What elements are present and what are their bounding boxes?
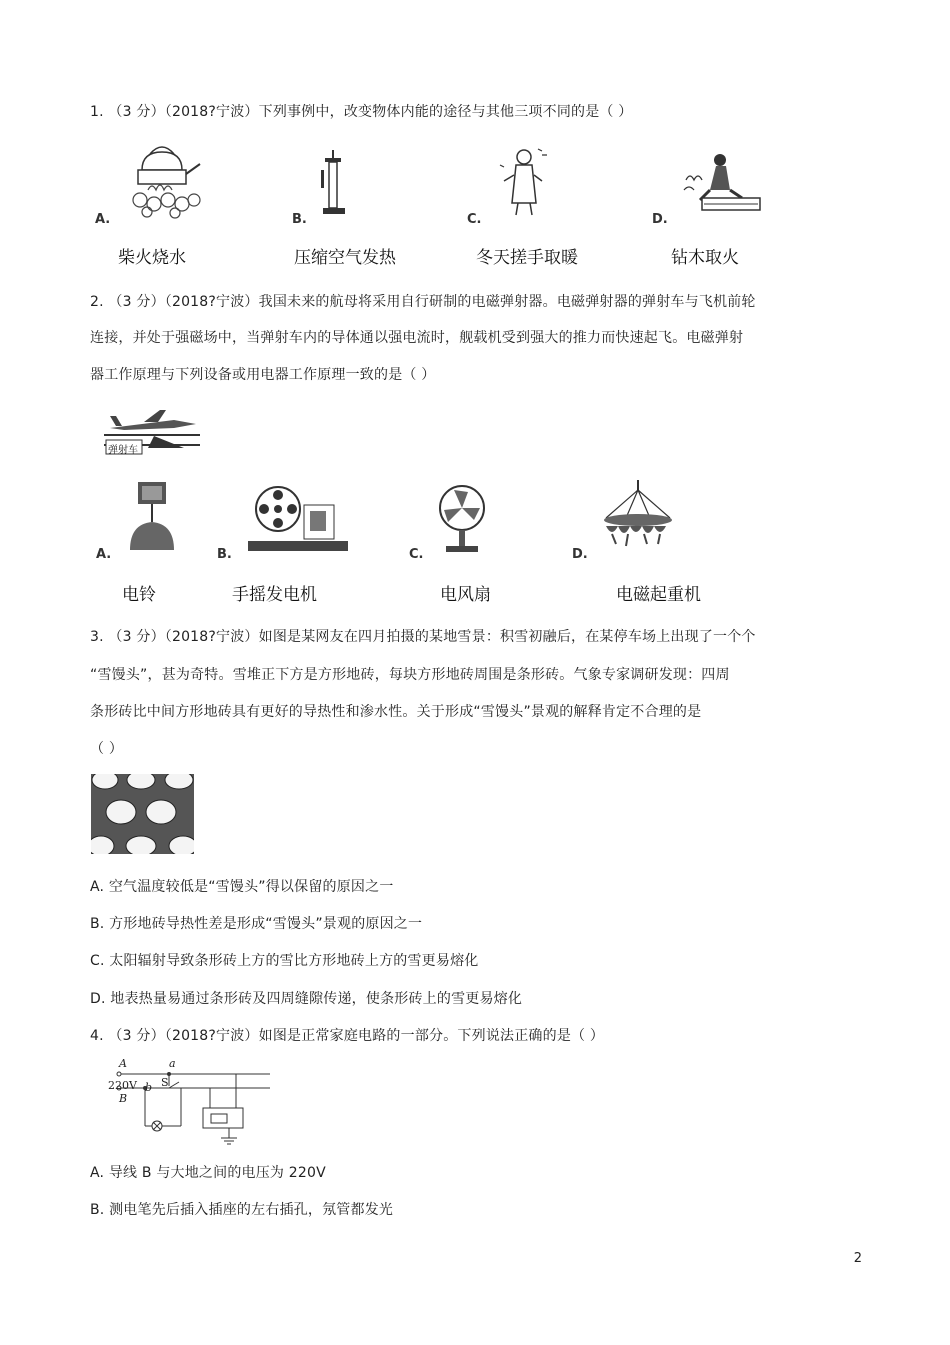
- q2-option-a-caption: 电铃: [122, 585, 156, 605]
- q4-choice-a: A. 导线 B 与大地之间的电压为 220V: [90, 1165, 326, 1181]
- q3-line-4: （ ）: [90, 741, 124, 757]
- q2-option-a-letter: A.: [96, 547, 112, 562]
- q3-choice-c: C. 太阳辐射导致条形砖上方的雪比方形地砖上方的雪更易熔化: [90, 953, 479, 969]
- q3-choice-b: B. 方形地砖导热性差是形成“雪馒头”景观的原因之一: [90, 916, 423, 932]
- q4-label-b: B: [119, 1092, 128, 1105]
- q1-option-a-letter: A.: [95, 212, 111, 227]
- q2-option-b-letter: B.: [217, 547, 232, 562]
- q4-choice-b: B. 测电笔先后插入插座的左右插孔，氖管都发光: [90, 1202, 394, 1218]
- q2-figure-b: [248, 481, 348, 557]
- q4-label-switch: S: [161, 1076, 169, 1089]
- q2-option-b-caption: 手摇发电机: [232, 585, 317, 605]
- q3-line-3: 条形砖比中间方形地砖具有更好的导热性和渗水性。关于形成“雪馒头”景观的解释肯定不合理的是: [90, 704, 702, 720]
- q2-option-d-caption: 电磁起重机: [616, 585, 701, 605]
- q1-stem: 1. （3 分）（2018?宁波）下列事例中，改变物体内能的途径与其他三项不同的是（ ）: [90, 104, 633, 120]
- page-number: 2: [853, 1251, 862, 1266]
- q1-option-b-letter: B.: [292, 212, 307, 227]
- q1-option-a-caption: 柴火烧水: [118, 248, 186, 268]
- q2-figure-d: [598, 478, 678, 558]
- q2-catapult-label: 弹射车: [108, 445, 138, 456]
- q1-figure-a: [120, 140, 210, 220]
- q2-line-1: 2. （3 分）（2018?宁波）我国未来的航母将采用自行研制的电磁弹射器。电磁弹射器的弹射车与飞机前轮: [90, 294, 756, 310]
- q1-figure-b: [315, 148, 355, 220]
- q1-option-c-caption: 冬天搓手取暖: [476, 248, 578, 268]
- q4-stem: 4. （3 分）（2018?宁波）如图是正常家庭电路的一部分。下列说法正确的是（ ）: [90, 1028, 605, 1044]
- q2-figure-a: [124, 478, 174, 558]
- q4-label-voltage: 220V: [108, 1079, 137, 1092]
- q2-figure-c: [434, 484, 490, 556]
- q2-option-c-letter: C.: [409, 547, 424, 562]
- q2-line-2: 连接，并处于强磁场中，当弹射车内的导体通以强电流时，舰载机受到强大的推力而快速起飞。电磁弹射: [90, 330, 744, 346]
- q1-option-b-caption: 压缩空气发热: [294, 248, 396, 268]
- q1-figure-c: [492, 143, 552, 218]
- q1-figure-d: [680, 150, 765, 218]
- q4-label-node-a: a: [169, 1057, 176, 1070]
- q3-choice-d: D. 地表热量易通过条形砖及四周缝隙传递，使条形砖上的雪更易熔化: [90, 991, 523, 1007]
- q3-snow-photo: [91, 774, 194, 854]
- q2-option-c-caption: 电风扇: [440, 585, 491, 605]
- q1-option-d-caption: 钻木取火: [671, 248, 739, 268]
- q4-label-a: A: [119, 1057, 127, 1070]
- q1-option-d-letter: D.: [652, 212, 668, 227]
- q4-label-node-b: b: [145, 1081, 153, 1094]
- q3-line-2: “雪馒头”，甚为奇特。雪堆正下方是方形地砖，每块方形地砖周围是条形砖。气象专家调研发现：四周: [90, 667, 730, 683]
- q3-choice-a: A. 空气温度较低是“雪馒头”得以保留的原因之一: [90, 879, 394, 895]
- q3-line-1: 3. （3 分）（2018?宁波）如图是某网友在四月拍摄的某地雪景：积雪初融后，在某停车场上出现了一个个: [90, 629, 756, 645]
- q1-option-c-letter: C.: [467, 212, 482, 227]
- q2-line-3: 器工作原理与下列设备或用电器工作原理一致的是（ ）: [90, 367, 436, 383]
- q2-option-d-letter: D.: [572, 547, 588, 562]
